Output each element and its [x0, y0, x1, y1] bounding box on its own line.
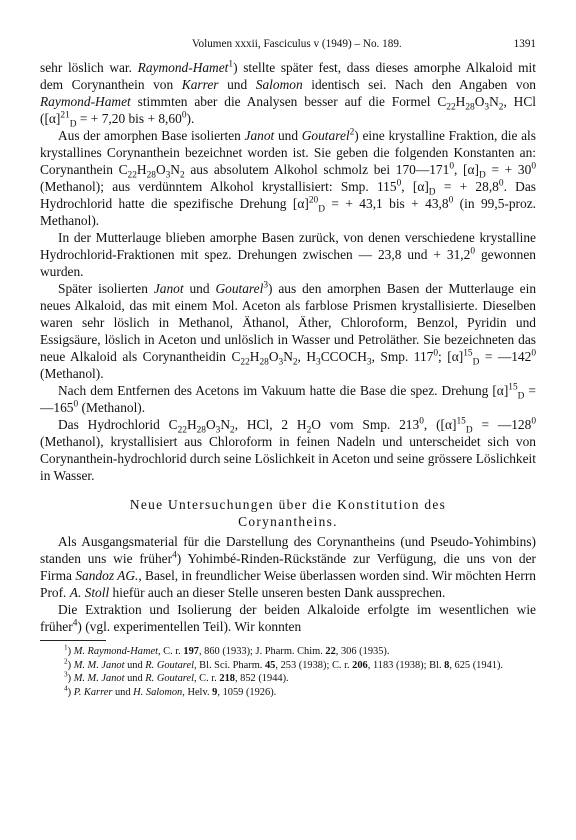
page-header	[40, 38, 536, 50]
footnote-fn3: $^3$) M. M. Janot und R. Goutarel, C. r. 218, 852 (1944).	[64, 670, 289, 685]
section-title-line2: Corynantheins.	[238, 514, 338, 529]
footnote-fn4: $^4$) P. Karrer und H. Salomon, Helv. 9, 1059 (1926).	[64, 684, 277, 698]
paragraph-p3: In der Mutterlauge blieben amorphe Basen zurück, von denen verschiedene krystalline Hydrochlorid-Fraktionen mit spez. Drehungen zwischen — 23,8 und + $31,2^0$ gewonnen wurden.	[40, 230, 536, 279]
running-head: Volumen xxxii, Fasciculus v (1949) – No. 189.	[191, 38, 402, 50]
body-text-2	[40, 533, 536, 635]
page-number: 1391	[513, 38, 536, 50]
footnote-rule	[40, 640, 106, 641]
section-title-line1: Neue Untersuchungen über die Konstitution des	[129, 497, 447, 512]
section-title	[40, 496, 536, 530]
paragraph-p5: Nach dem Entfernen des Acetons im Vakuum hatte die Base die spez. Drehung $[\alpha]^{15}_D$ = $—165^0$ (Methanol).	[40, 382, 536, 415]
footnotes	[40, 645, 536, 699]
paragraph-p8: Die Extraktion und Isolierung der beiden Alkaloide erfolgte im wesentlichen wie früher$^4$) (vgl. experimentellen Teil). Wir konnten	[40, 602, 536, 634]
paragraph-p2: Aus der amorphen Base isolierten Janot und Goutarel$^2$) eine krystalline Fraktion, die als krystallines Corynanthein bezeichnet worden ist. Sie geben die folgenden Konstanten an: Corynanthein $C_{22}H_{28}O_3N_2$ aus absolutem Alkohol schmolz bei $170—171^0$, $[\alpha]_D$ = + $30^0$ (Methanol); aus verdünntem Alkohol krystallisiert: Smp. $115^0$, $[\alpha]_D$ = + $28,8^0$. Das Hydrochlorid hatte die spezifische Drehung $[\alpha]^{20}_D$ = + 43,1 bis + $43,8^0$ (in 99,5-proz. Methanol).	[40, 127, 536, 228]
paragraph-p4: Später isolierten Janot und Goutarel$^3$) aus den amorphen Basen der Mutterlauge ein neues Alkaloid, das mit einem Mol. Aceton als farblose Prismen krystallisierte. Dieselben waren sehr löslich in Methanol, Äthanol, Äther, Chloroform, Benzol, Pyridin und Essigsäure, löslich in Aceton und unlöslich in Wasser und Petroläther. Sie bezeichneten das neue Alkaloid als Corynantheidin $C_{22}H_{28}O_3N_2$, $H_3CCOCH_3$, Smp. $117^0$; $[\alpha]^{15}_D$ = $—142^0$ (Methanol).	[40, 280, 537, 381]
paragraph-p7: Als Ausgangsmaterial für die Darstellung des Corynantheins (und Pseudo-Yohimbins) standen uns wie früher$^4$) Yohimbé-Rinden-Rückstände zur Verfügung, die uns von der Firma Sandoz AG., Basel, in freundlicher Weise überlassen worden sind. Wir möchten Herrn Prof. A. Stoll hiefür auch an dieser Stelle unseren besten Dank aussprechen.	[40, 534, 536, 600]
paragraph-p1: sehr löslich war. Raymond-Hamet$^1$) stellte später fest, dass dieses amorphe Alkaloid mit dem Corynanthein von Karrer und Salomon identisch sei. Nach den Angaben von Raymond-Hamet stimmten aber die Analysen besser auf die Formel $C_{22}H_{28}O_3N_2$, HCl ($[\alpha]^{21}_D$ = + 7,20 bis + $8,60^0$).	[40, 59, 537, 130]
footnote-fn1: $^1$) M. Raymond-Hamet, C. r. 197, 860 (1933); J. Pharm. Chim. 22, 306 (1935).	[64, 643, 390, 657]
footnote-fn2: $^2$) M. M. Janot und R. Goutarel, Bl. Sci. Pharm. 45, 253 (1938); C. r. 206, 1183 (1938); Bl. 8, 625 (1941).	[64, 657, 504, 671]
body-text	[40, 59, 536, 484]
paragraph-p6: Das Hydrochlorid $C_{22}H_{28}O_3N_2$, HCl, 2 $H_2O$ vom Smp. $213^0$, ($[\alpha]^{15}_D$ = $—128^0$ (Methanol), krystallisiert aus Chloroform in feinen Nadeln und unterscheidet sich von Corynanthein-hydrochlorid durch seine Löslichkeit in Aceton und seine grössere Löslichkeit in Wasser.	[40, 416, 536, 483]
